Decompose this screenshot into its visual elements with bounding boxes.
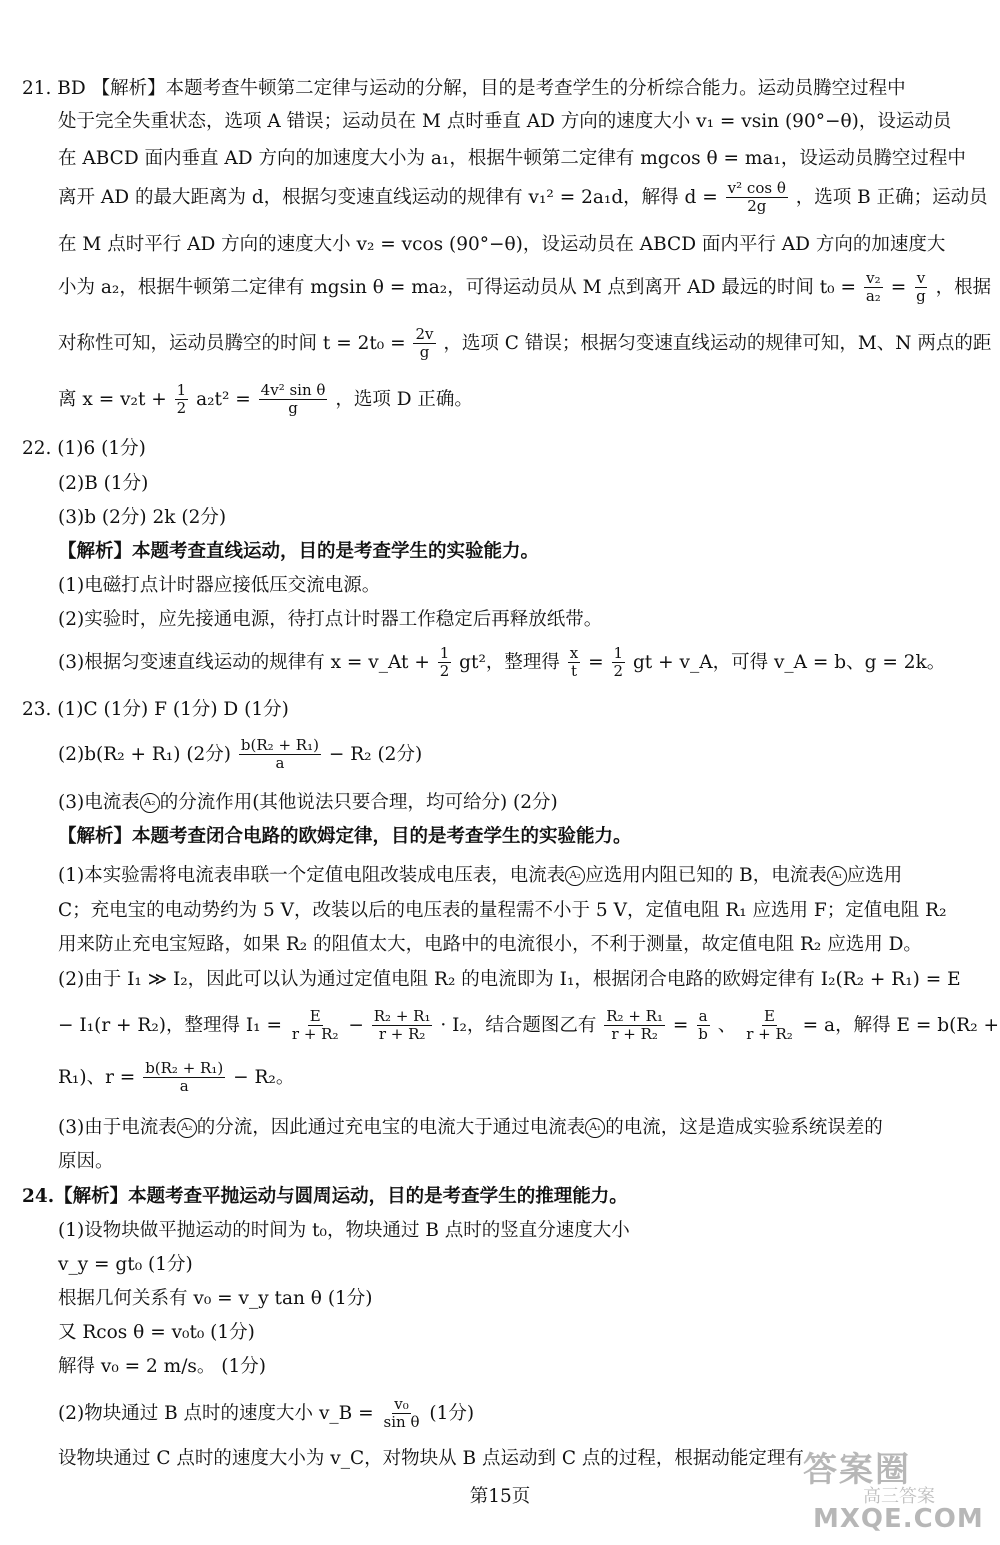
watermark-logo — [803, 1442, 984, 1537]
q22-explain-3: (3)根据匀变速直线运动的规律有 x = v_At + $\frac{1}{2}$ gt²，整理得 $\frac{x}{t}$ = $\frac{1}{2}$ gt + v_A，可得 v_A = b、g = 2k。 — [58, 644, 946, 681]
q23-analysis-heading: 【解析】本题考查闭合电路的欧姆定律，目的是考查学生的实验能力。 — [58, 826, 632, 847]
fraction: $\frac{E}{\text{r + R₂}}$ — [291, 1007, 339, 1044]
ammeter-a1-symbol: A₁ — [827, 866, 847, 886]
q21-line-4: 离开 AD 的最大距离为 d，根据匀变速直线运动的规律有 v₁² = 2a₁d，解得 d = $\frac{\text{v² cos θ}}{2g}$ ，选项 B 正确；运动员 — [58, 179, 988, 216]
q23-answer-3: (3)电流表 A₂ 的分流作用(其他说法只要合理，均可给分) (2分) — [58, 792, 558, 813]
fraction: $\frac{\text{v² cos θ}}{2g}$ — [727, 179, 786, 216]
q24-step-6: (2)物块通过 B 点时的速度大小 v_B = $\frac{\text{v₀}}{\text{sin θ}}$ (1分) — [58, 1395, 475, 1432]
q21-line-8: 离 x = v₂t + $\frac{1}{2}$ a₂t² = $\frac{\text{4v² sin θ}}{g}$ ，选项 D 正确。 — [58, 381, 473, 418]
ammeter-a1-symbol: A₁ — [585, 1118, 605, 1138]
fraction: $\frac{a}{b}$ — [698, 1007, 708, 1044]
watermark-text: 答案圈 — [803, 1450, 911, 1490]
q21-line-6: 小为 a₂，根据牛顿第二定律有 mgsin θ = ma₂，可得运动员从 M 点到离开 AD 最远的时间 t₀ = $\frac{\text{v₂}}{\text{a₂}}$ = $\frac{v}{g}$ ，根据 — [58, 269, 992, 306]
q21-line-7: 对称性可知，运动员腾空的时间 t = 2t₀ = $\frac{2v}{g}$ ，选项 C 错误；根据匀变速直线运动的规律可知，M、N 两点的距 — [58, 325, 992, 362]
q23-answer-1: 23. (1)C (1分) F (1分) D (1分) — [22, 699, 289, 720]
page-number: 第15页 — [469, 1486, 531, 1507]
ammeter-a2-symbol: A₂ — [140, 793, 160, 813]
q23-explain-3: (3)由于电流表 A₂ 的分流，因此通过充电宝的电流大于通过电流表 A₁ 的电流，这是造成实验系统误差的 — [58, 1117, 883, 1138]
q23-explain-1: (1)本实验需将电流表串联一个定值电阻改装成电压表，电流表 A₂ 应选用内阻已知的 B，电流表 A₁ 应选用 — [58, 865, 903, 886]
q23-answer-2: (2)b(R₂ + R₁) (2分) $\frac{\text{b(R₂ + R₁)}}{a}$ − R₂ (2分) — [58, 736, 423, 773]
q22-analysis-heading: 【解析】本题考查直线运动，目的是考查学生的实验能力。 — [58, 541, 540, 562]
q21-line-3: 在 ABCD 面内垂直 AD 方向的加速度大小为 a₁，根据牛顿第二定律有 mgcos θ = ma₁，设运动员腾空过程中 — [58, 148, 966, 169]
q22-answer-1: 22. (1)6 (1分) — [22, 438, 146, 459]
q21-line-5: 在 M 点时平行 AD 方向的速度大小 v₂ = vcos (90°−θ)，设运动员在 ABCD 面内平行 AD 方向的加速度大 — [58, 234, 946, 255]
q24-analysis-heading: 24.【解析】本题考查平抛运动与圆周运动，目的是考查学生的推理能力。 — [22, 1186, 628, 1207]
q24-step-3: 根据几何关系有 v₀ = v_y tan θ (1分) — [58, 1288, 373, 1309]
watermark-url: MXQE.COM — [813, 1504, 984, 1534]
ammeter-a2-symbol: A₂ — [565, 866, 585, 886]
q24-step-1: (1)设物块做平抛运动的时间为 t₀，物块通过 B 点时的竖直分速度大小 — [58, 1220, 630, 1241]
q23-explain-3-line-2: 原因。 — [58, 1151, 114, 1172]
q24-step-4: 又 Rcos θ = v₀t₀ (1分) — [58, 1322, 255, 1343]
fraction: $\frac{v}{g}$ — [916, 269, 926, 306]
q21-line-1: 21. BD 【解析】本题考查牛顿第二定律与运动的分解，目的是考查学生的分析综合能力。运动员腾空过程中 — [22, 78, 906, 99]
fraction: $\frac{\text{b(R₂ + R₁)}}{a}$ — [240, 736, 319, 773]
q24-step-5: 解得 v₀ = 2 m/s。 (1分) — [58, 1356, 267, 1377]
watermark-subtext: 高三答案 — [863, 1486, 935, 1507]
q24-step-2: v_y = gt₀ (1分) — [58, 1254, 193, 1275]
q23-explain-2-line-3: R₁)、r = $\frac{\text{b(R₂ + R₁)}}{a}$ − R₂。 — [58, 1059, 295, 1096]
fraction: $\frac{\text{v₂}}{\text{a₂}}$ — [865, 269, 881, 306]
fraction: $\frac{\text{R₂ + R₁}}{\text{r + R₂}}$ — [606, 1007, 663, 1044]
q23-explain-1-line-3: 用来防止充电宝短路，如果 R₂ 的阻值太大，电路中的电流很小，不利于测量，故定值电阻 R₂ 应选用 D。 — [58, 934, 922, 955]
q23-explain-2-line-2: − I₁(r + R₂)，整理得 I₁ = $\frac{E}{\text{r + R₂}}$ − $\frac{\text{R₂ + R₁}}{\text{r + R₂}}$ · I₂，结合题图乙有 $\frac{\text{R₂ + R₁}}{\text{r + R₂}}$ = $\frac{a}{b}$ 、 $\frac{E}{\text{r + R₂}}$ = a，解得 E = b(R₂ + — [58, 1007, 1000, 1044]
ammeter-a2-symbol: A₂ — [177, 1118, 197, 1138]
q23-explain-1-line-2: C；充电宝的电动势约为 5 V，改装以后的电压表的量程需不小于 5 V，定值电阻 R₁ 应选用 F；定值电阻 R₂ — [58, 900, 947, 921]
fraction: $\frac{\text{4v² sin θ}}{g}$ — [260, 381, 326, 418]
fraction: $\frac{1}{2}$ — [439, 644, 450, 681]
fraction: $\frac{\text{v₀}}{\text{sin θ}}$ — [383, 1395, 420, 1432]
fraction: $\frac{1}{2}$ — [176, 381, 187, 418]
fraction: $\frac{E}{\text{r + R₂}}$ — [746, 1007, 793, 1044]
fraction: $\frac{\text{b(R₂ + R₁)}}{a}$ — [145, 1059, 224, 1096]
q23-explain-2: (2)由于 I₁ ≫ I₂，因此可以认为通过定值电阻 R₂ 的电流即为 I₁，根据闭合电路的欧姆定律有 I₂(R₂ + R₁) = E — [58, 969, 961, 990]
q24-step-7: 设物块通过 C 点时的速度大小为 v_C，对物块从 B 点运动到 C 点的过程，根据动能定理有 — [58, 1448, 804, 1469]
q22-answer-2: (2)B (1分) — [58, 473, 149, 494]
fraction: $\frac{x}{t}$ — [569, 644, 579, 681]
q22-explain-1: (1)电磁打点计时器应接低压交流电源。 — [58, 575, 381, 596]
fraction: $\frac{1}{2}$ — [613, 644, 624, 681]
fraction: $\frac{2v}{g}$ — [415, 325, 434, 362]
fraction: $\frac{\text{R₂ + R₁}}{\text{r + R₂}}$ — [373, 1007, 431, 1044]
q21-line-2: 处于完全失重状态，选项 A 错误；运动员在 M 点时垂直 AD 方向的速度大小 v₁ = vsin (90°−θ)，设运动员 — [58, 111, 952, 132]
q22-answer-3: (3)b (2分) 2k (2分) — [58, 507, 227, 528]
q22-explain-2: (2)实验时，应先接通电源，待打点计时器工作稳定后再释放纸带。 — [58, 609, 603, 630]
